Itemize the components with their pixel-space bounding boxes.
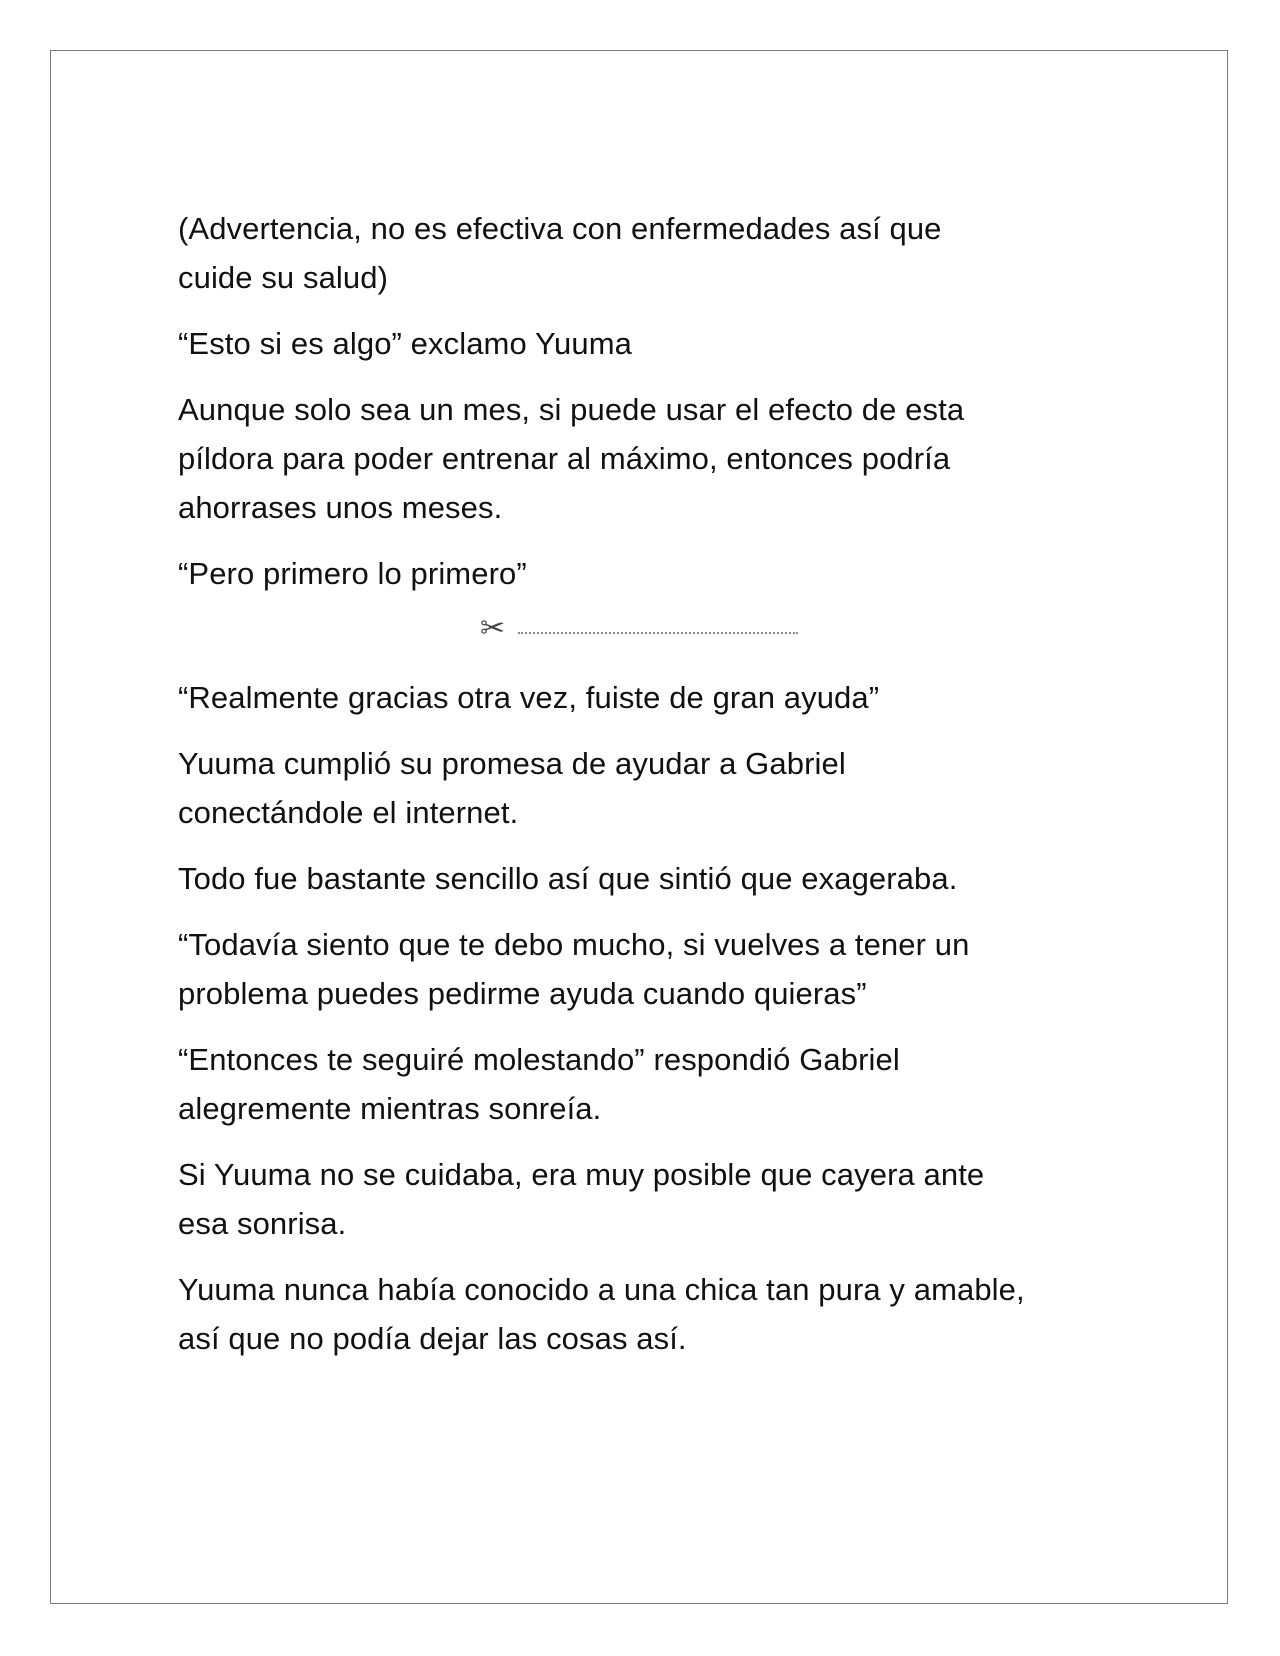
- paragraph: “Todavía siento que te debo mucho, si vuelves a tener un problema puedes pedirme ayuda cuando quieras”: [178, 927, 970, 1011]
- scissors-icon: ✂: [480, 611, 506, 646]
- paragraph: Yuuma nunca había conocido a una chica tan pura y amable, así que no podía dejar las cosas así.: [178, 1272, 1025, 1356]
- dotted-cut-line: [518, 632, 798, 634]
- paragraph: (Advertencia, no es efectiva con enfermedades así que cuide su salud): [178, 211, 942, 295]
- paragraph: Aunque solo sea un mes, si puede usar el efecto de esta píldora para poder entrenar al máximo, entonces podría ahorrases unos meses.: [178, 392, 965, 525]
- paragraph: “Realmente gracias otra vez, fuiste de gran ayuda”: [178, 680, 880, 715]
- paragraph: “Entonces te seguiré molestando” respondió Gabriel alegremente mientras sonreía.: [178, 1042, 900, 1126]
- paragraph: Todo fue bastante sencillo así que sintió que exageraba.: [178, 861, 958, 896]
- paragraph: Si Yuuma no se cuidaba, era muy posible que cayera ante esa sonrisa.: [178, 1157, 985, 1241]
- section-break: [178, 611, 1118, 646]
- paragraph: Yuuma cumplió su promesa de ayudar a Gabriel conectándole el internet.: [178, 746, 846, 830]
- page-body: [178, 204, 1118, 1380]
- paragraph: “Esto si es algo” exclamo Yuuma: [178, 326, 632, 361]
- paragraph: “Pero primero lo primero”: [178, 556, 527, 591]
